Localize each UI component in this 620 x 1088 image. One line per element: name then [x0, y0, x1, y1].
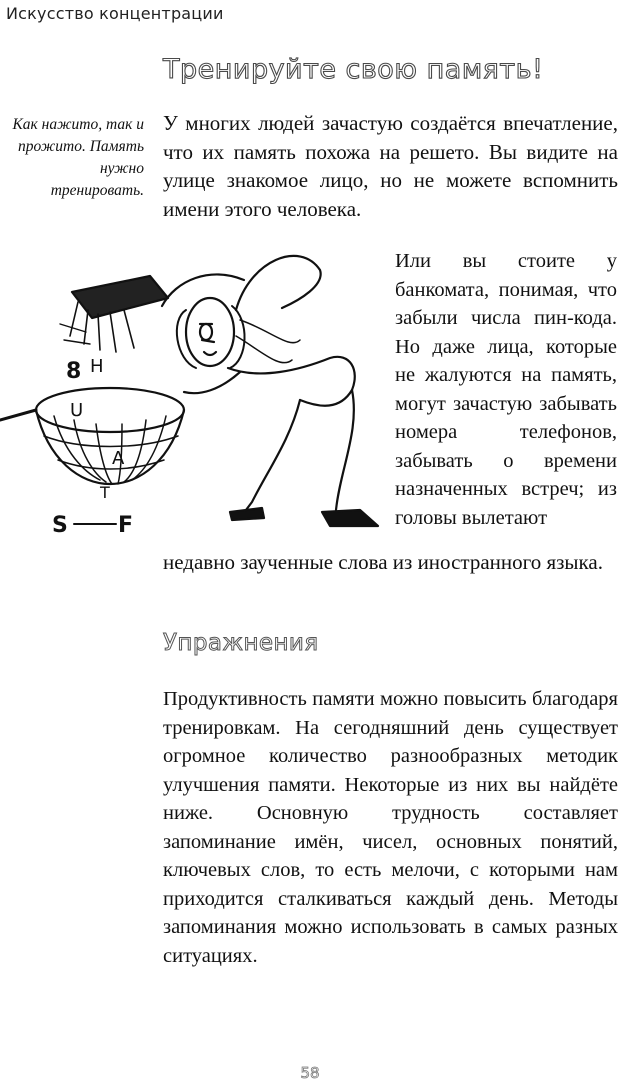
- woman-with-sieve-illustration: [0, 240, 390, 545]
- svg-text:T: T: [100, 483, 110, 502]
- svg-text:U: U: [70, 400, 84, 421]
- svg-text:S: S: [52, 513, 68, 538]
- svg-text:A: A: [112, 448, 125, 469]
- exercises-heading: Упражнения: [163, 630, 319, 656]
- svg-text:F: F: [118, 513, 134, 538]
- section-heading: Тренируйте свою память!: [163, 54, 544, 85]
- paragraph-exercises: Продуктивность памяти можно повысить благодаря тренировкам. На сегодняшний день существует огромное количество разнообразных методик улучшения памяти. Некоторые из них вы найдёте ниже. Основную трудность составляет запоминание имён, чисел, основных понятий, ключевых слов, то есть мелочи, с которыми нам приходится сталкиваться каждый день. Методы запоминания можно использовать в самых разных ситуациях.: [163, 688, 618, 967]
- svg-text:8: 8: [66, 359, 82, 384]
- paragraph-wrapped: Или вы стоите у банкомата, понимая, что забыли числа пин-кода. Но даже лица, которые не жалуются на память, могут зачастую забывать номера телефонов, забывать о времени назначенных встреч; из головы вылетают: [395, 250, 617, 529]
- paragraph-intro: У многих людей зачастую создаётся впечатление, что их память похожа на решето. Вы видите на улице знакомое лицо, но не можете вспомнить имени этого человека.: [163, 111, 618, 221]
- running-head: Искусство концентрации: [6, 4, 224, 23]
- margin-note: Как нажито, так и прожито. Память нужно тренировать.: [12, 116, 144, 199]
- svg-text:H: H: [90, 356, 104, 377]
- paragraph-wrapped-end: недавно заученные слова из иностранного языка.: [163, 550, 603, 574]
- page-number: 58: [300, 1064, 320, 1082]
